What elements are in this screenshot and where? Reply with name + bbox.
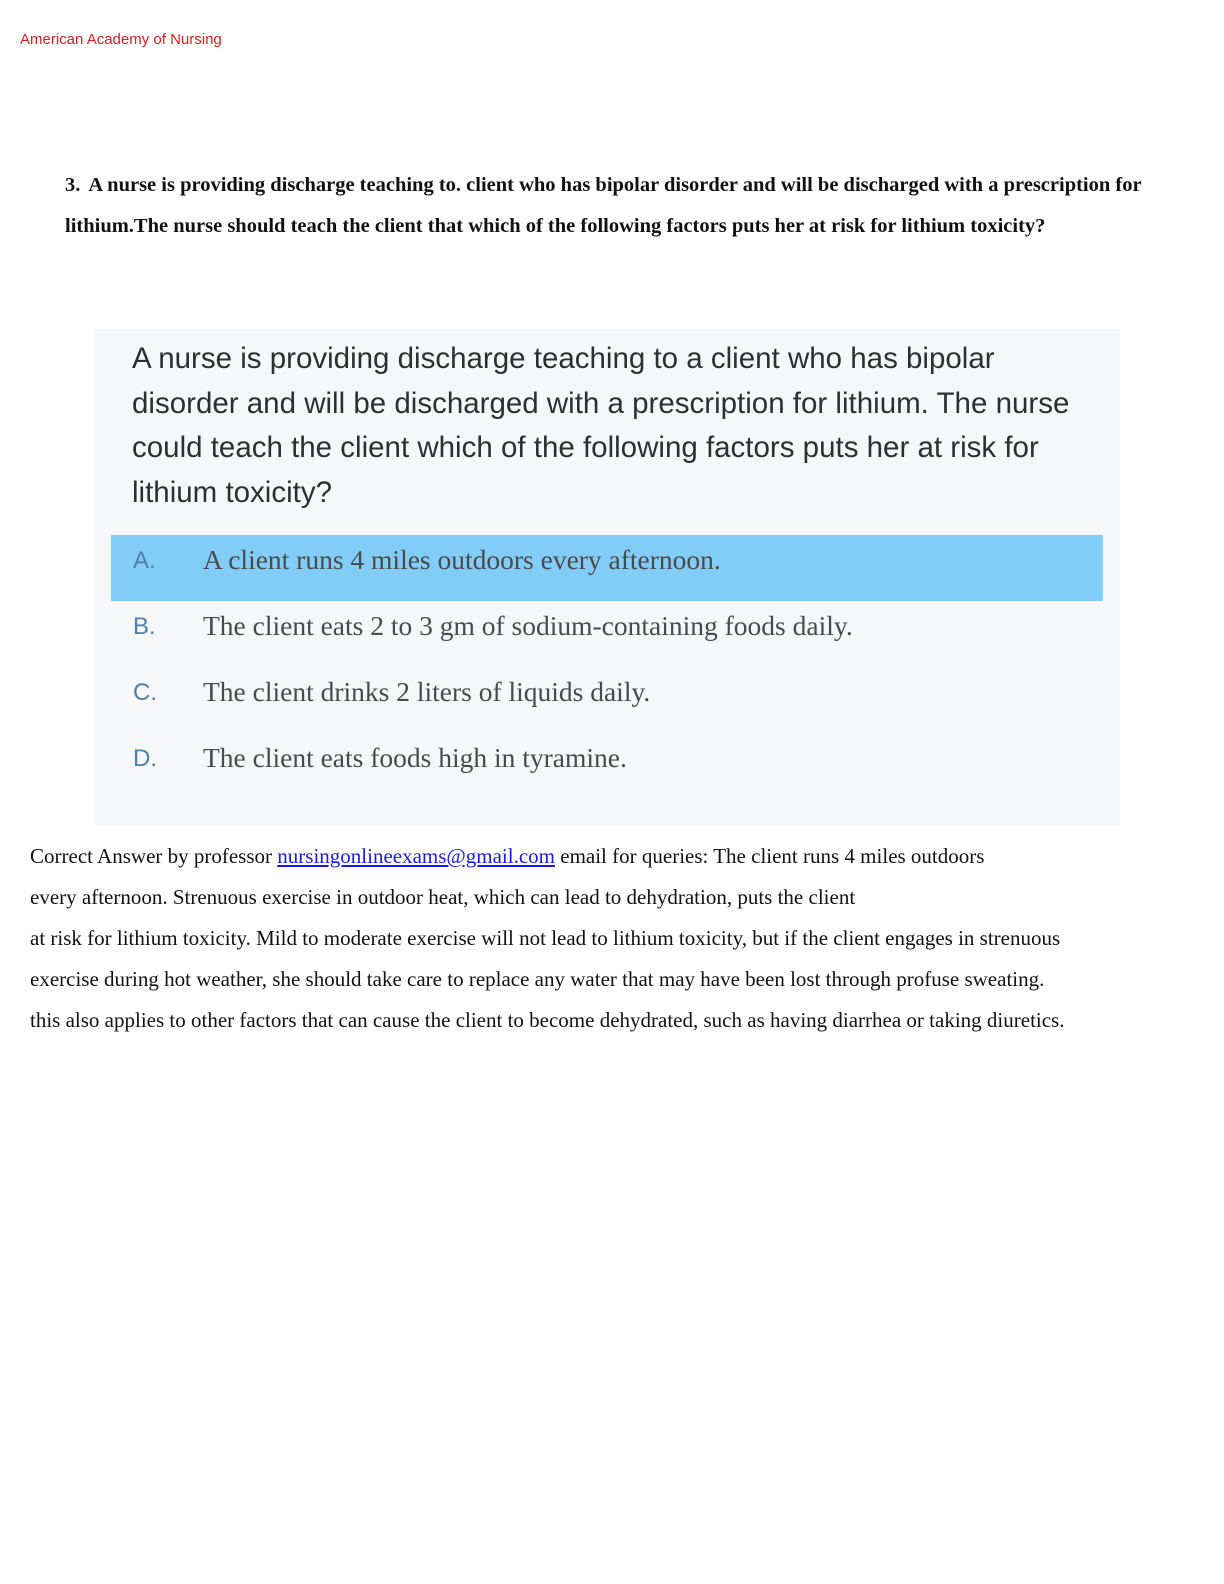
option-letter: B. [133,613,156,640]
question-body: A nurse is providing discharge teaching to. client who has bipolar disorder and will be discharged with a prescription for lithium.The nurse should teach the client that which of the following factors puts her at risk for lithium toxicity? [65,174,1142,237]
option-text: The client eats foods high in tyramine. [203,742,627,773]
explanation-line [30,836,1210,877]
option-c[interactable] [111,667,1103,733]
question-text [65,165,1175,247]
quiz-stem: A nurse is providing discharge teaching to a client who has bipolar disorder and will be discharged with a prescription for lithium. The nurse could teach the client which of the following factors puts her at risk for lithium toxicity? [132,342,1070,509]
explanation-line: exercise during hot weather, she should take care to replace any water that may have been lost through profuse sweating. [30,967,1045,991]
answer-prefix: Correct Answer by professor [30,844,278,868]
professor-email-link[interactable]: nursingonlineexams@gmail.com [277,844,555,868]
option-letter: D. [133,745,157,772]
option-text: A client runs 4 miles outdoors every afternoon. [203,544,721,575]
option-b[interactable] [111,601,1103,667]
option-d[interactable] [111,733,1103,799]
option-text: The client drinks 2 liters of liquids daily. [203,676,651,707]
option-text: The client eats 2 to 3 gm of sodium-containing foods daily. [203,610,853,641]
quiz-screenshot [95,329,1120,825]
answer-options [111,535,1103,799]
question-number: 3. [65,174,81,196]
answer-explanation [30,836,1210,1041]
explanation-line: this also applies to other factors that can cause the client to become dehydrated, such as having diarrhea or taking diuretics. [30,1008,1065,1032]
explanation-line: at risk for lithium toxicity. Mild to moderate exercise will not lead to lithium toxicity, but if the client engages in strenuous [30,926,1061,950]
option-a[interactable] [111,535,1103,601]
option-letter: A. [133,547,156,574]
explanation-line: every afternoon. Strenuous exercise in outdoor heat, which can lead to dehydration, puts the client [30,885,856,909]
option-letter: C. [133,679,157,706]
answer-line1-rest: email for queries: The client runs 4 miles outdoors [555,844,985,868]
document-header-brand: American Academy of Nursing [20,31,222,48]
